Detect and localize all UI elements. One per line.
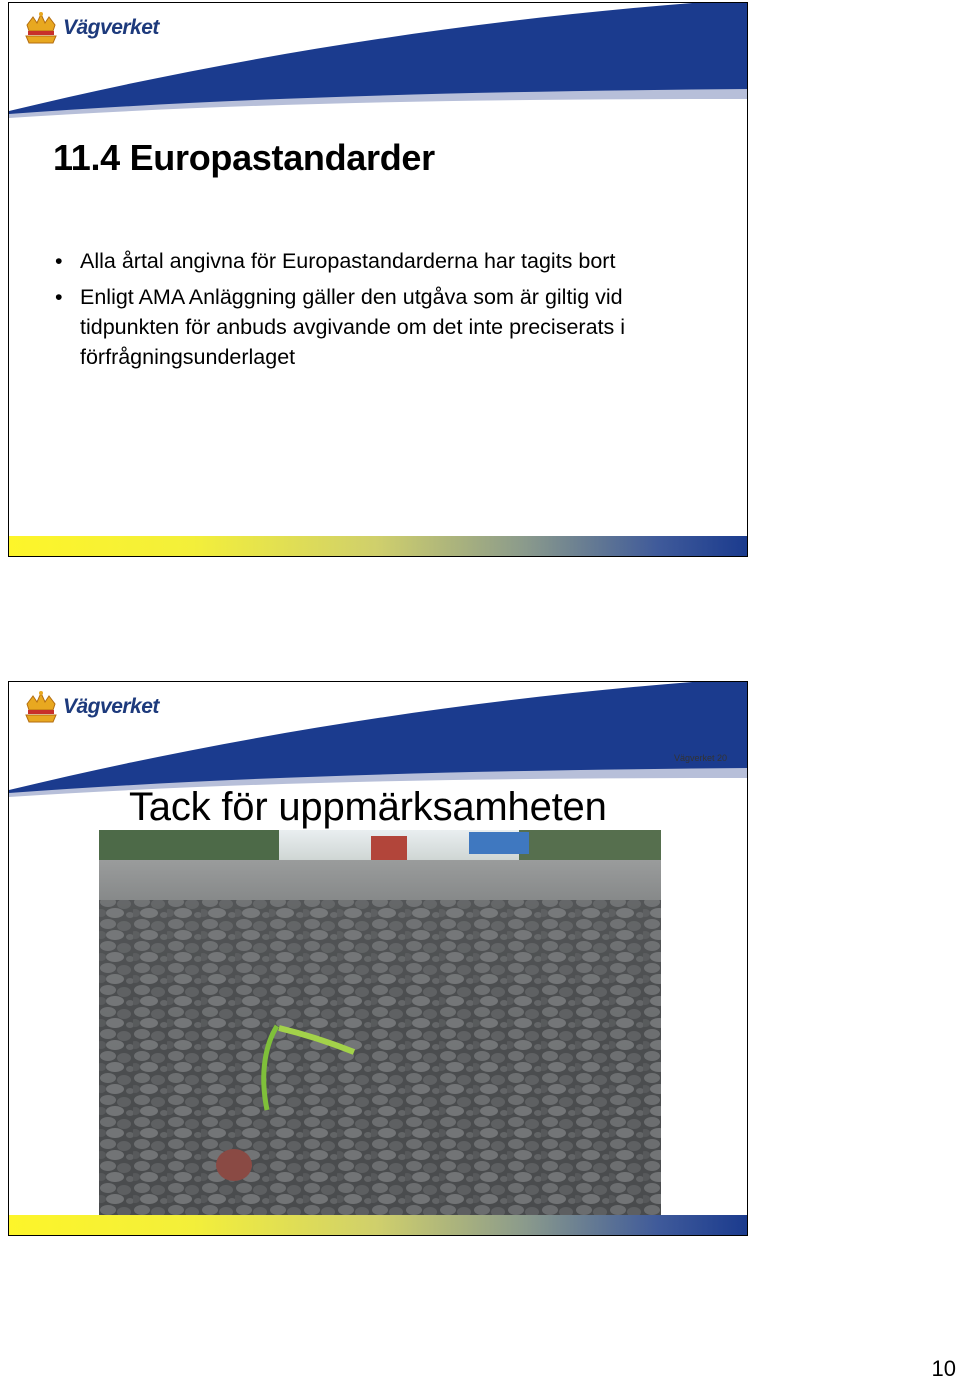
slide-number-label: Vägverket 20	[674, 753, 728, 763]
vagverket-crown-icon	[23, 690, 59, 724]
logo-text: Vägverket	[63, 16, 159, 39]
asphalt-sprout-photo	[99, 830, 661, 1217]
bullet-item: • Alla årtal angivna för Europastandarderna har tagits bort	[55, 246, 715, 276]
logo-text: Vägverket	[63, 695, 159, 718]
slide-title: 11.4 Europastandarder	[53, 137, 435, 178]
footer-gradient-band	[9, 1215, 747, 1235]
slide-2	[8, 681, 748, 1236]
slide-title: Tack för uppmärksamheten	[129, 785, 607, 829]
page-number: 10	[931, 1356, 956, 1381]
vagverket-logo	[23, 690, 159, 724]
slide-1	[8, 2, 748, 557]
vagverket-crown-icon	[23, 11, 59, 45]
vagverket-logo	[23, 11, 159, 45]
bullet-list	[55, 246, 715, 378]
footer-gradient-band	[9, 536, 747, 556]
bullet-item: • Enligt AMA Anläggning gäller den utgåva som är giltig vid tidpunkten för anbuds avgivande om det inte preciserats i förfrågningsunderlaget	[55, 282, 715, 372]
